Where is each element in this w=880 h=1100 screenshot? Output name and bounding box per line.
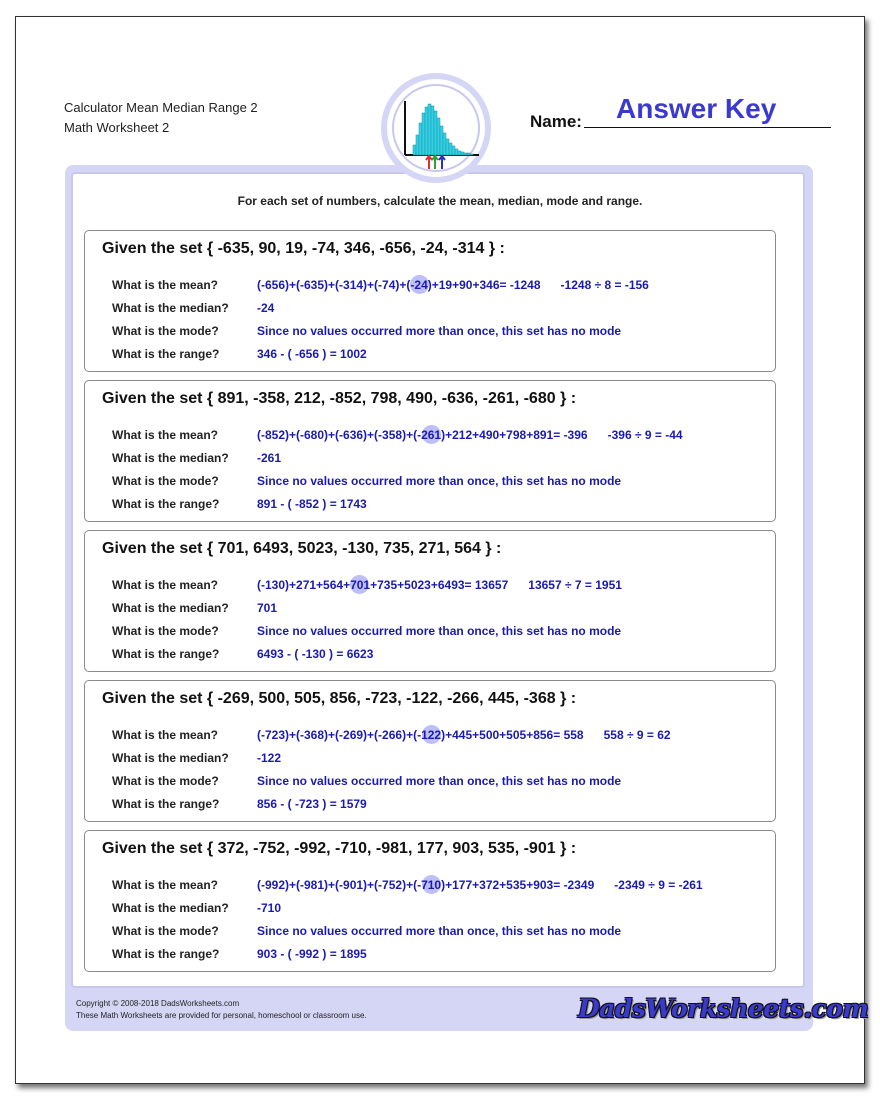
problem-box (84, 380, 776, 522)
mode-question: What is the mode? (112, 624, 219, 638)
copyright-text: Copyright © 2008-2018 DadsWorksheets.com (76, 999, 240, 1008)
median-highlight: -710 (417, 878, 441, 892)
problem-box (84, 230, 776, 372)
median-question: What is the median? (112, 751, 229, 765)
range-question: What is the range? (112, 497, 220, 511)
range-answer: 891 - ( -852 ) = 1743 (257, 497, 367, 511)
mean-answer: (-130)+271+564+ 701+735+5023+6493= 13657 13657 ÷ 7 = 1951 (257, 578, 622, 592)
median-question: What is the median? (112, 301, 229, 315)
mean-question: What is the mean? (112, 428, 219, 442)
mean-question: What is the mean? (112, 728, 219, 742)
median-highlight: 701 (350, 578, 370, 592)
median-question: What is the median? (112, 901, 229, 915)
instructions: For each set of numbers, calculate the mean, median, mode and range. (237, 194, 643, 208)
problem-set: Given the set { 701, 6493, 5023, -130, 735, 271, 564 } : (102, 540, 502, 557)
median-answer: -261 (257, 451, 282, 465)
histogram-logo (381, 73, 491, 183)
mode-question: What is the mode? (112, 324, 219, 338)
mean-question: What is the mean? (112, 278, 219, 292)
mean-answer: (-656)+(-635)+(-314)+(-74)+( -24)+19+90+346= -1248 -1248 ÷ 8 = -156 (257, 278, 649, 292)
median-question: What is the median? (112, 451, 229, 465)
mean-division: -1248 ÷ 8 = -156 (560, 278, 649, 292)
mean-division: -2349 ÷ 9 = -261 (614, 878, 703, 892)
median-highlight: -122 (417, 728, 441, 742)
problem-set: Given the set { 372, -752, -992, -710, -981, 177, 903, 535, -901 } : (102, 840, 577, 857)
problem-box (84, 530, 776, 672)
title-line-2: Math Worksheet 2 (64, 120, 170, 135)
mode-question: What is the mode? (112, 774, 219, 788)
range-question: What is the range? (112, 947, 220, 961)
range-question: What is the range? (112, 347, 220, 361)
median-answer: 701 (257, 601, 278, 615)
mean-question: What is the mean? (112, 578, 219, 592)
problem-set: Given the set { -635, 90, 19, -74, 346, -656, -24, -314 } : (102, 240, 505, 257)
mean-answer: (-852)+(-680)+(-636)+(-358)+( -261)+212+490+798+891= -396 -396 ÷ 9 = -44 (257, 428, 683, 442)
median-answer: -122 (257, 751, 282, 765)
mean-division: 13657 ÷ 7 = 1951 (528, 578, 622, 592)
range-answer: 346 - ( -656 ) = 1002 (257, 347, 367, 361)
dadsworksheets-logo[interactable]: DadsWorksheets.com (578, 994, 869, 1023)
mode-answer: Since no values occurred more than once, this set has no mode (257, 324, 622, 338)
mean-division: 558 ÷ 9 = 62 (603, 728, 671, 742)
problem-set: Given the set { -269, 500, 505, 856, -723, -122, -266, 445, -368 } : (102, 690, 577, 707)
median-question: What is the median? (112, 601, 229, 615)
mode-answer: Since no values occurred more than once, this set has no mode (257, 774, 622, 788)
mode-answer: Since no values occurred more than once, this set has no mode (257, 924, 622, 938)
mode-answer: Since no values occurred more than once, this set has no mode (257, 624, 622, 638)
median-highlight: -24 (410, 278, 427, 292)
problem-box (84, 680, 776, 822)
footer-copyright (76, 998, 367, 1022)
mode-answer: Since no values occurred more than once, this set has no mode (257, 474, 622, 488)
mean-division: -396 ÷ 9 = -44 (607, 428, 683, 442)
range-answer: 856 - ( -723 ) = 1579 (257, 797, 367, 811)
range-answer: 903 - ( -992 ) = 1895 (257, 947, 367, 961)
title-line-1: Calculator Mean Median Range 2 (64, 100, 258, 115)
answer-key-heading: Answer Key (616, 93, 777, 124)
problem-set: Given the set { 891, -358, 212, -852, 798, 490, -636, -261, -680 } : (102, 390, 577, 407)
median-answer: -710 (257, 901, 282, 915)
mode-question: What is the mode? (112, 474, 219, 488)
median-answer: -24 (257, 301, 275, 315)
mean-answer: (-723)+(-368)+(-269)+(-266)+( -122)+445+500+505+856= 558 558 ÷ 9 = 62 (257, 728, 671, 742)
mode-question: What is the mode? (112, 924, 219, 938)
histogram-icon (387, 79, 485, 177)
problem-box (84, 830, 776, 972)
median-highlight: -261 (417, 428, 441, 442)
mean-answer: (-992)+(-981)+(-901)+(-752)+( -710)+177+372+535+903= -2349 -2349 ÷ 9 = -261 (257, 878, 703, 892)
range-question: What is the range? (112, 797, 220, 811)
name-underline (584, 127, 831, 128)
usage-notice: These Math Worksheets are provided for personal, homeschool or classroom use. (76, 1011, 367, 1020)
worksheet-page (15, 16, 869, 1084)
range-answer: 6493 - ( -130 ) = 6623 (257, 647, 374, 661)
mean-question: What is the mean? (112, 878, 219, 892)
worksheet-title (64, 98, 258, 138)
name-label: Name: (530, 112, 582, 131)
range-question: What is the range? (112, 647, 220, 661)
